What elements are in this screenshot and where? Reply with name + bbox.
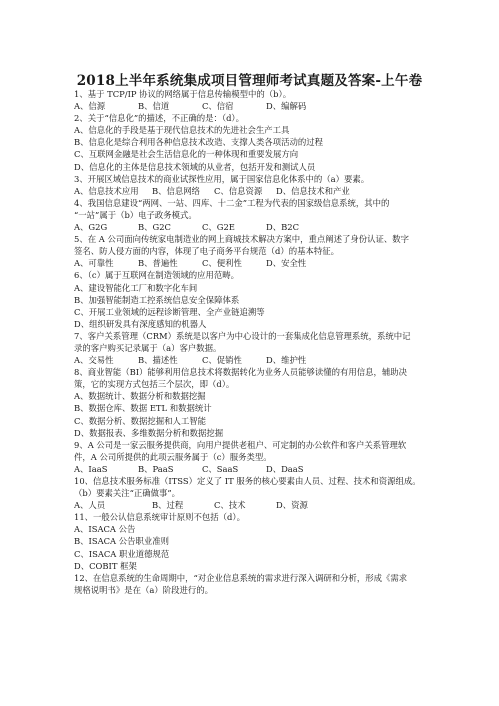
- question-stem-continued: 策，它的实现方式包括三个层次，即（d）。: [74, 379, 235, 390]
- option-row: [74, 257, 484, 269]
- question-stem: 10、信息技术服务标准（ITSS）定义了 IT 服务的核心要素由人员、过程、技术和资源组成。: [74, 476, 421, 486]
- answer-option: A、人员: [74, 500, 106, 511]
- answer-option: A、信息化的手段是基于现代信息技术的先进社会生产工具: [74, 125, 290, 136]
- option-row: [74, 100, 484, 112]
- answer-option: A、IaaS: [74, 463, 108, 474]
- answer-option: A、ISACA 公告: [74, 524, 136, 535]
- question-stem-continued: 规格说明书》是在（a）阶段进行的。: [74, 584, 213, 595]
- answer-option: C、开展工业领域的远程诊断管理、全产业链追溯等: [74, 306, 265, 317]
- answer-option: C、信息资源: [214, 185, 263, 196]
- answer-option: D、编解码: [266, 101, 307, 112]
- answer-option: A、数据统计、数据分析和数据挖掘: [74, 391, 206, 402]
- answer-option: A、建设智能化工厂和数字化车间: [74, 282, 198, 293]
- question-stem: 11、一般公认信息系统审计原则不包括（d）。: [74, 512, 245, 523]
- question-stem-continued: 签名、防人侵方面的内容，体现了电子商务平台规范（d）的基本特征。: [74, 246, 339, 257]
- question-stem: 8、商业智能（BI）能够利用信息技术将数据转化为业务人员能够读懂的有用信息，辅助决: [74, 367, 408, 378]
- answer-option: D、B2C: [266, 222, 299, 233]
- answer-option: B、信息网络: [152, 185, 201, 196]
- answer-option: C、SaaS: [202, 463, 239, 474]
- answer-option: C、技术: [214, 500, 246, 511]
- answer-option: B、数据仓库、数据 ETL 和数据统计: [74, 403, 212, 414]
- answer-option: D、信息化的主体是信息技术领域的从业者，包括开发和测试人员: [74, 161, 316, 172]
- answer-option: B、G2C: [138, 222, 171, 233]
- answer-option: C、G2E: [202, 222, 235, 233]
- answer-option: C、信宿: [202, 101, 234, 112]
- answer-option: C、促销性: [202, 355, 242, 366]
- answer-option: C、便利性: [202, 258, 242, 269]
- question-stem: 9、A 公司是一家云服务提供商，向用户提供老租户、可定制的办公软件和客户关系管理软: [74, 439, 407, 450]
- question-stem: 2、关于“信息化”的描述，不正确的是：（d）。: [74, 113, 244, 124]
- answer-option: D、信息技术和产业: [276, 185, 350, 196]
- answer-option: B、描述性: [138, 355, 178, 366]
- question-stem: 4、我国信息建设“两网、一站、四库、十二金”工程为代表的国家级信息系统，其中的: [74, 197, 390, 208]
- answer-option: D、维护性: [266, 355, 307, 366]
- question-stem: 3、开展区域信息技术的商业试探性应用，属于国家信息化体系中的（a）要素。: [74, 173, 370, 184]
- answer-option: D、安全性: [266, 258, 307, 269]
- answer-option: B、过程: [152, 500, 184, 511]
- question-stem: 5、在 A 公司面向传统家电制造业的网上商城技术解决方案中，重点阐述了身份认证、数字: [74, 234, 409, 245]
- question-stem-continued: （b）要素关注“正确做事”。: [74, 488, 181, 499]
- answer-option: C、互联网金融是社会生活信息化的一种体现和重要发展方向: [74, 149, 299, 160]
- option-row: [74, 221, 484, 233]
- answer-option: D、COBIT 框架: [74, 560, 137, 571]
- answer-option: D、组织研发具有深度感知的机器人: [74, 318, 207, 329]
- answer-option: C、数据分析、数据挖掘和人工智能: [74, 415, 207, 426]
- answer-option: B、信息化是综合利用各种信息技术改造、支撑人类各项活动的过程: [74, 137, 324, 148]
- answer-option: B、普遍性: [138, 258, 178, 269]
- answer-option: A、G2G: [74, 222, 108, 233]
- answer-option: B、ISACA 公告职业准则: [74, 536, 169, 547]
- question-stem-continued: 录的客户购买记录属于（a）客户数据。: [74, 342, 222, 353]
- question-stem-continued: “一站”属于（b）电子政务模式。: [74, 209, 197, 220]
- option-row: [74, 354, 484, 366]
- question-stem: 7、客户关系管理（CRM）系统是以客户为中心设计的一套集成化信息管理系统，系统中记: [74, 330, 411, 341]
- answer-option: A、可靠性: [74, 258, 114, 269]
- answer-option: B、信道: [138, 101, 170, 112]
- question-stem: 12、在信息系统的生命周期中，“对企业信息系统的需求进行深入调研和分析，形成《需求: [74, 572, 408, 583]
- question-stem: 1、基于 TCP/IP 协议的网络属于信息传输模型中的（b）。: [74, 89, 292, 99]
- question-stem-continued: 件，A 公司所提供的此项云服务属于（c）服务类型。: [74, 451, 272, 462]
- answer-option: B、加强智能制造工控系统信息安全保障体系: [74, 294, 240, 305]
- option-row: [74, 463, 484, 475]
- answer-option: D、DaaS: [266, 463, 304, 474]
- answer-option: D、资源: [276, 500, 308, 511]
- answer-option: A、交易性: [74, 355, 114, 366]
- answer-option: B、PaaS: [138, 463, 174, 474]
- answer-option: A、信源: [74, 101, 106, 112]
- option-row: [74, 185, 484, 197]
- answer-option: D、数据报表、多维数据分析和数据挖掘: [74, 427, 224, 438]
- question-stem: 6、（c）属于互联网在制造领域的应用范畴。: [74, 270, 239, 281]
- answer-option: C、ISACA 职业道德规范: [74, 548, 170, 559]
- answer-option: A、信息技术应用: [74, 185, 139, 196]
- question-list: [74, 88, 484, 596]
- option-row: [74, 499, 484, 511]
- document-title: 2018上半年系统集成项目管理师考试真题及答案-上午卷: [76, 73, 423, 89]
